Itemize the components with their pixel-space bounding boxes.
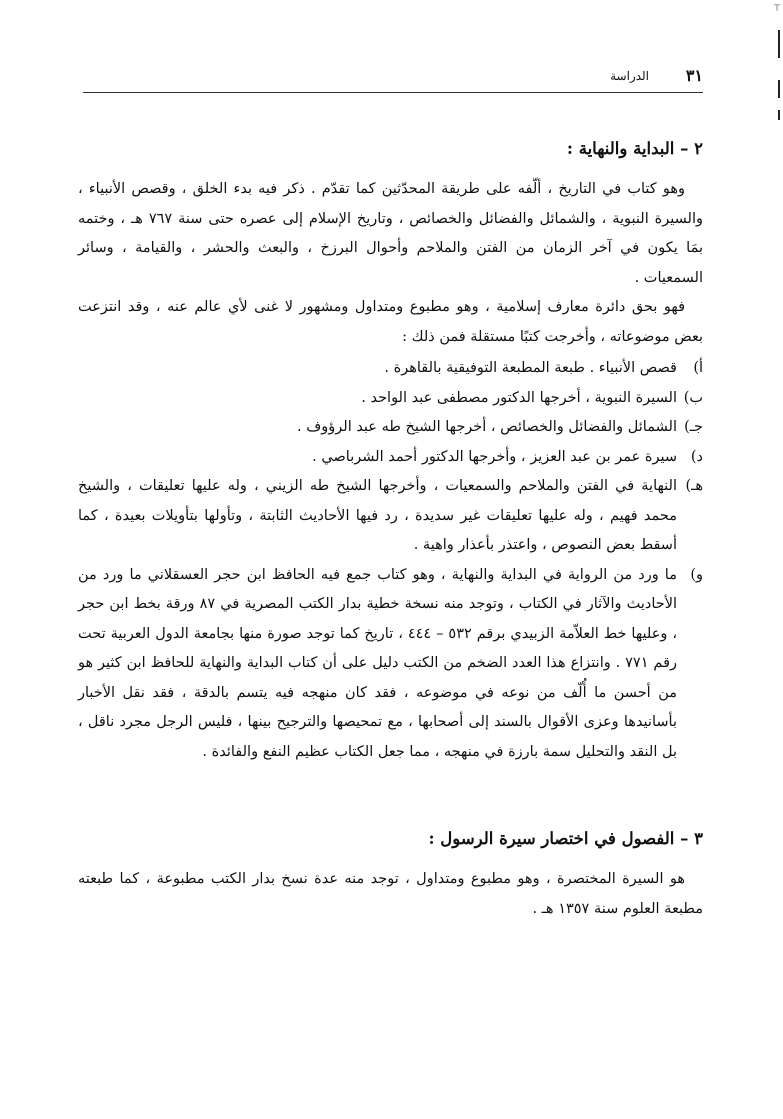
- list-item: [78, 384, 703, 414]
- section-heading: ٢ – البداية والنهاية :: [566, 139, 703, 158]
- list-marker: ب): [683, 389, 703, 406]
- list-item-text: سيرة عمر بن عبد العزيز ، وأخرجها الدكتور أحمد الشرباصي .: [312, 448, 677, 465]
- list-item: [78, 354, 703, 384]
- list-marker: و): [690, 566, 703, 583]
- list-item: [78, 561, 703, 768]
- page-body: [78, 135, 703, 924]
- extracts-list: [78, 354, 703, 767]
- list-item-text: قصص الأنبياء . طبعة المطبعة التوفيقية بالقاهرة .: [384, 360, 677, 376]
- list-marker: هـ): [685, 478, 703, 494]
- list-item-text: ما ورد من الرواية في البداية والنهاية ، وهو كتاب جمع فيه الحافظ ابن حجر العسقلاني ما ورد من الأحاديث والآثار في الكتاب ، وتوجد منه نسخة خطية بدار الكتب المصرية في ٨٧ ورقة بخط ابن حجر ، وعليها خط العلاّمة الزبيدي برقم ٥٣٢ – ٤٤٤ ، تاريخ كما توجد صورة منها بجامعة الدول العربية تحت رقم ٧٧١ . وانتزاع هذا العدد الضخم من الكتب دليل على أن كتاب البداية والنهاية للحافظ ابن كثير هو من أحسن ما أُلّف من نوعه في موضوعه ، فقد كان منهجه فيه يتسم بالدقة ، فقد نقل الأخبار بأسانيدها وعزى الأقوال بالسند إلى أصحابها ، مع تمحيصها والترجيح بينها ، فليس الرجل مجرد ناقل ، بل النقد والتحليل سمة بارزة في منهجه ، مما جعل الكتاب عظيم النفع والفائدة .: [78, 566, 678, 760]
- running-title: الدراسة: [610, 69, 649, 83]
- header-rule: [83, 92, 703, 93]
- body-paragraph: هو السيرة المختصرة ، وهو مطبوع ومتداول ، توجد منه عدة نسخ بدار الكتب مطبوعة ، كما طبعته مطبعة العلوم سنة ١٣٥٧ هـ .: [78, 871, 703, 917]
- page-number: ٣١: [685, 66, 703, 85]
- scan-edge-mark: ⊤: [773, 4, 781, 14]
- list-marker: جـ): [684, 419, 703, 435]
- scan-edge-line: [778, 80, 780, 98]
- page-header: [83, 66, 703, 88]
- list-marker: أ): [693, 360, 703, 376]
- list-item: [78, 472, 703, 561]
- section-heading: ٣ – الفصول في اختصار سيرة الرسول :: [428, 829, 703, 848]
- list-marker: د): [690, 448, 703, 465]
- section-spacer: [78, 767, 703, 825]
- list-item: [78, 413, 703, 443]
- body-paragraph: وهو كتاب في التاريخ ، ألّفه على طريقة المحدّثين كما تقدّم . ذكر فيه بدء الخلق ، وقصص الأنبياء ، والسيرة النبوية ، والشمائل والفضائل والخصائص ، وتاريخ الإسلام إلى عصره حتى سنة ٧٦٧ هـ ، وختمه بمَا يكون في آخر الزمان من الفتن والملاحم وأحوال البرزخ ، والبعث والحشر ، والقيامة ، وسائر السمعيات .: [78, 181, 703, 286]
- scan-edge-line: [778, 110, 780, 120]
- list-item-text: الشمائل والفضائل والخصائص ، أخرجها الشيخ طه عبد الرؤوف .: [297, 419, 677, 435]
- list-item-text: النهاية في الفتن والملاحم والسمعيات ، وأخرجها الشيخ طه الزيني ، وله عليها تعليقات ، والشيخ محمد فهيم ، وله عليها تعليقات غير سديدة ، رد فيها الأحاديث الثابتة ، وتأولها بتأويلات بعيدة ، كما أسقط بعض النصوص ، واعتذر بأعذار واهية .: [78, 478, 677, 553]
- list-item-text: السيرة النبوية ، أخرجها الدكتور مصطفى عبد الواحد .: [361, 389, 677, 406]
- scan-edge-line: [778, 30, 780, 58]
- list-item: [78, 443, 703, 473]
- body-paragraph: فهو بحق دائرة معارف إسلامية ، وهو مطبوع ومتداول ومشهور لا غنى لأي عالم عنه ، وقد انتزعت بعض موضوعاته ، وأخرجت كتبًا مستقلة فمن ذلك :: [78, 299, 703, 345]
